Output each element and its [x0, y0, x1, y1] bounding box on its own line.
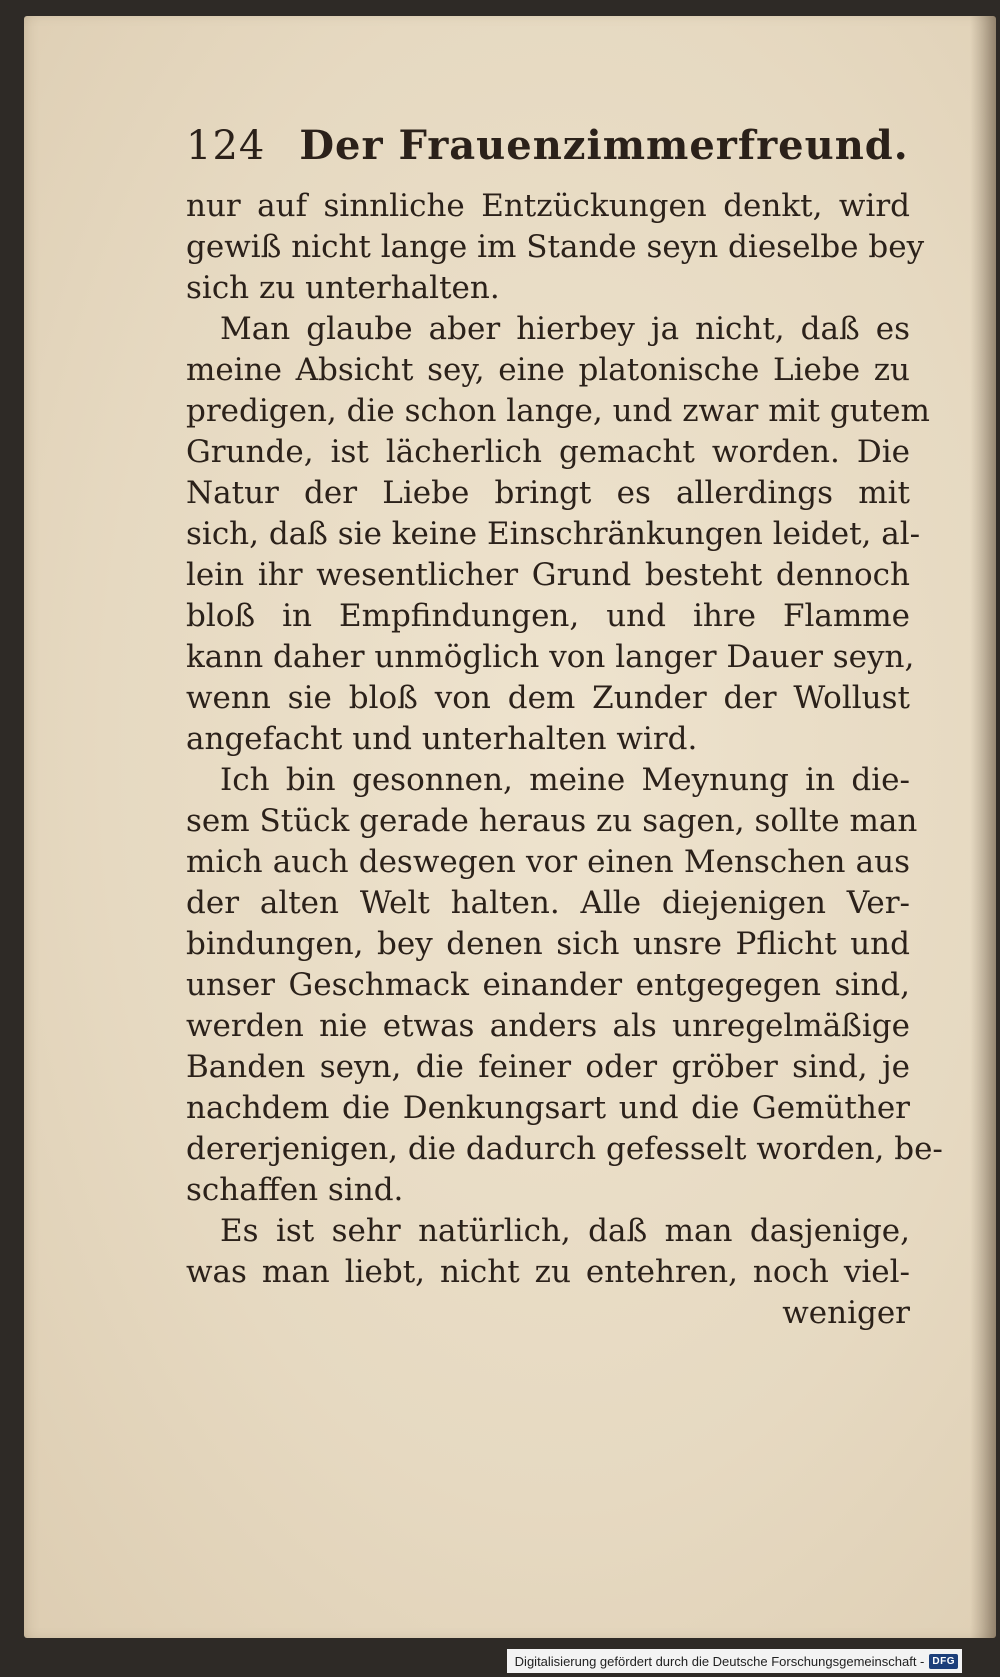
text-line-25: schaffen sind.	[186, 1172, 404, 1208]
text-line-9: sich, daß sie keine Einschränkungen leidet, al-	[186, 516, 921, 552]
text-line-20: unser Geschmack einander entgegegen sind,	[186, 967, 910, 1003]
text-line-12: kann daher unmöglich von langer Dauer seyn,	[186, 639, 915, 675]
text-line-26: Es ist sehr natürlich, daß man dasjenige,	[220, 1213, 910, 1249]
text-line-23: nachdem die Denkungsart und die Gemüther	[186, 1090, 910, 1126]
text-line-3: sich zu unterhalten.	[186, 270, 500, 306]
catchword: weniger	[782, 1295, 910, 1331]
text-line-2: gewiß nicht lange im Stande seyn dieselbe bey	[186, 229, 925, 265]
credit-text: Digitalisierung gefördert durch die Deutsche Forschungsgemeinschaft -	[514, 1653, 925, 1669]
page-number: 124	[186, 123, 266, 169]
running-head	[186, 122, 910, 186]
text-line-5: meine Absicht sey, eine platonische Liebe zu	[186, 352, 910, 388]
text-line-1: nur auf sinnliche Entzückungen denkt, wird	[186, 188, 910, 224]
text-line-11: bloß in Empfindungen, und ihre Flamme	[186, 598, 910, 634]
page-gutter-shadow	[970, 16, 996, 1638]
text-line-27: was man liebt, nicht zu entehren, noch viel-	[186, 1254, 910, 1290]
text-line-13: wenn sie bloß von dem Zunder der Wollust	[186, 680, 910, 716]
text-line-14: angefacht und unterhalten wird.	[186, 721, 698, 757]
text-line-16: sem Stück gerade heraus zu sagen, sollte man	[186, 803, 918, 839]
text-line-21: werden nie etwas anders als unregelmäßige	[186, 1008, 910, 1044]
dfg-logo-icon: DFG	[929, 1654, 958, 1669]
text-line-10: lein ihr wesentlicher Grund besteht dennoch	[186, 557, 910, 593]
text-line-22: Banden seyn, die feiner oder gröber sind, je	[186, 1049, 910, 1085]
text-line-15: Ich bin gesonnen, meine Meynung in die-	[220, 762, 910, 798]
running-title: Der Frauenzimmerfreund.	[299, 122, 909, 169]
text-line-18: der alten Welt halten. Alle diejenigen Ver-	[186, 885, 910, 921]
text-line-6: predigen, die schon lange, und zwar mit gutem	[186, 393, 930, 429]
text-line-17: mich auch deswegen vor einen Menschen aus	[186, 844, 910, 880]
page-text-block	[186, 122, 943, 1334]
text-line-4: Man glaube aber hierbey ja nicht, daß es	[220, 311, 910, 347]
text-line-8: Natur der Liebe bringt es allerdings mit	[186, 475, 910, 511]
text-line-24: dererjenigen, die dadurch gefesselt worden, be-	[186, 1131, 943, 1167]
text-line-19: bindungen, bey denen sich unsre Pflicht und	[186, 926, 910, 962]
text-line-7: Grunde, ist lächerlich gemacht worden. Die	[186, 434, 910, 470]
digitization-credit	[507, 1649, 962, 1673]
